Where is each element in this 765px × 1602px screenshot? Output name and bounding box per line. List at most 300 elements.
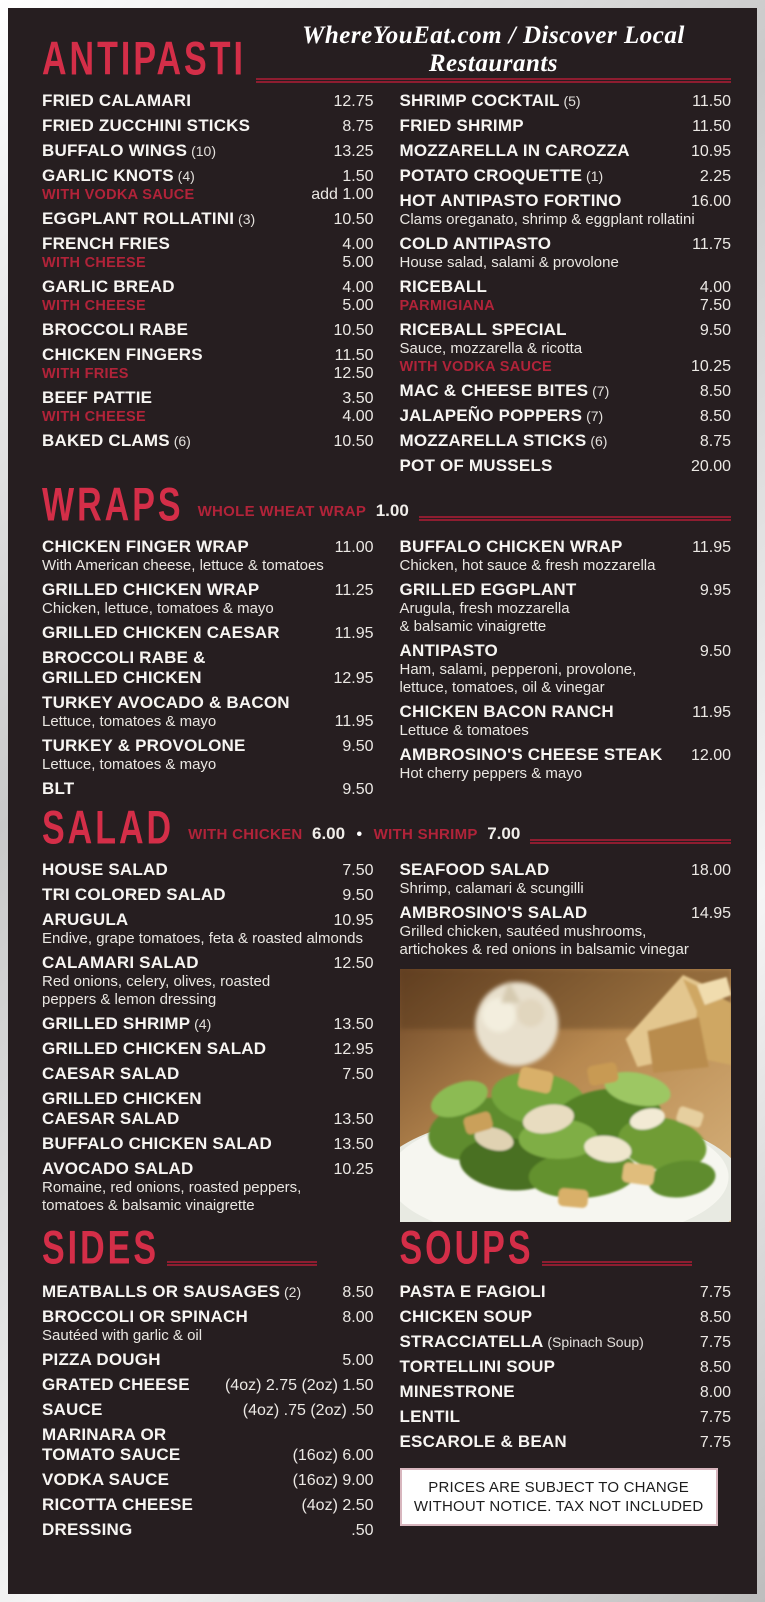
section-divider-line	[542, 1261, 692, 1266]
item-qty: (4)	[190, 1016, 212, 1032]
soups-header	[399, 1221, 732, 1275]
item-name: AVOCADO SALAD	[42, 1159, 194, 1178]
item-price: 11.50	[334, 347, 374, 364]
item-price: 8.00	[699, 1384, 731, 1401]
item-name: GARLIC KNOTS (4)	[42, 166, 195, 185]
item-name: VODKA SAUCE	[42, 1470, 170, 1489]
menu-item-row	[400, 340, 732, 358]
menu-item-row	[42, 1307, 374, 1327]
item-price: 12.50	[333, 365, 374, 382]
item-price: 9.50	[699, 322, 731, 339]
menu-item-row	[42, 166, 374, 186]
item-name: AMBROSINO'S CHEESE STEAK	[399, 745, 663, 764]
item-price: 4.00	[699, 279, 731, 296]
menu-item	[42, 1039, 374, 1059]
menu-item	[42, 1089, 374, 1129]
menu-item-row	[42, 860, 374, 880]
menu-item-row	[42, 1134, 374, 1154]
item-price: 8.00	[342, 1309, 374, 1326]
item-qty: (5)	[559, 93, 581, 109]
caesar-salad-photo	[400, 969, 732, 1222]
menu-item-row	[400, 679, 732, 697]
item-name: TORTELLINI SOUP	[399, 1357, 556, 1376]
item-name: MEATBALLS OR SAUSAGES (2)	[42, 1282, 302, 1301]
item-price: 5.00	[342, 1352, 374, 1369]
menu-item	[400, 191, 732, 229]
item-price: 11.00	[334, 539, 374, 556]
price-notice	[400, 1468, 718, 1526]
section-divider-line	[256, 78, 731, 83]
item-name: TURKEY & PROVOLONE	[42, 736, 246, 755]
section-divider-line	[530, 839, 731, 844]
item-description: peppers & lemon dressing	[42, 991, 217, 1008]
menu-item-row	[42, 991, 374, 1009]
item-name: RICEBALL SPECIAL	[399, 320, 567, 339]
menu-item	[400, 903, 732, 959]
item-price: 7.75	[699, 1409, 731, 1426]
item-price: 7.50	[342, 1066, 374, 1083]
menu-item-row	[42, 1179, 374, 1197]
menu-item-row	[400, 702, 732, 722]
wraps-header	[42, 478, 731, 532]
item-price: 10.50	[333, 322, 374, 339]
item-name: DRESSING	[42, 1520, 133, 1539]
item-name: PIZZA DOUGH	[42, 1350, 161, 1369]
item-description: Clams oreganato, shrimp & eggplant rollatini	[399, 211, 695, 228]
item-name: ESCAROLE & BEAN	[399, 1432, 567, 1451]
section-salad	[42, 801, 731, 1222]
item-name: FRIED CALAMARI	[42, 91, 192, 110]
menu-item-row	[400, 618, 732, 636]
item-name: HOT ANTIPASTO FORTINO	[399, 191, 622, 210]
item-name: HOUSE SALAD	[42, 860, 168, 879]
item-name: SAUCE	[42, 1400, 103, 1419]
item-price: 16.00	[690, 193, 731, 210]
item-price: 14.95	[690, 905, 731, 922]
menu-item	[400, 702, 732, 740]
menu-item	[400, 141, 732, 161]
item-price: 7.75	[699, 1434, 731, 1451]
item-description: Chicken, hot sauce & fresh mozzarella	[399, 557, 656, 574]
menu-item-row	[42, 1159, 374, 1179]
item-description: Arugula, fresh mozzarella	[399, 600, 570, 617]
section-title-wraps: WRAPS	[42, 478, 184, 532]
menu-item-row	[400, 277, 732, 297]
menu-item	[42, 580, 374, 618]
menu-item-row	[42, 116, 374, 136]
item-price: 4.00	[342, 408, 374, 425]
menu-item	[42, 1425, 374, 1465]
item-price: 11.50	[692, 118, 731, 135]
menu-item-row	[400, 381, 732, 401]
item-price: 12.00	[690, 747, 731, 764]
menu-item	[400, 456, 732, 476]
item-name: BUFFALO CHICKEN SALAD	[42, 1134, 272, 1153]
item-price: 3.50	[342, 390, 374, 407]
menu-item-row	[42, 693, 374, 713]
item-qty: (2)	[280, 1284, 302, 1300]
item-variant: PARMIGIANA	[399, 298, 495, 314]
menu-item	[400, 91, 732, 111]
menu-item-row	[400, 141, 732, 161]
menu-item	[42, 1470, 374, 1490]
item-price: 8.50	[342, 1284, 374, 1301]
item-name: LENTIL	[399, 1407, 461, 1426]
item-description: Hot cherry peppers & mayo	[399, 765, 583, 782]
item-price: 8.50	[699, 383, 731, 400]
item-description: Red onions, celery, olives, roasted	[42, 973, 271, 990]
menu-item-row	[42, 1282, 374, 1302]
item-name: BROCCOLI RABE &	[42, 648, 206, 667]
section-title-antipasti: ANTIPASTI	[42, 32, 246, 86]
section-wraps	[42, 478, 731, 804]
menu-item-row	[42, 953, 374, 973]
menu-item	[42, 388, 374, 426]
item-name: TOMATO SAUCE	[42, 1445, 181, 1464]
item-name: PASTA E FAGIOLI	[399, 1282, 546, 1301]
item-price: 9.50	[342, 781, 374, 798]
item-qty: (6)	[169, 433, 191, 449]
menu-item-row	[42, 600, 374, 618]
menu-item-row	[42, 254, 374, 272]
menu-item-row	[42, 1470, 374, 1490]
item-name: COLD ANTIPASTO	[399, 234, 552, 253]
menu-item-row	[42, 297, 374, 315]
menu-item	[42, 779, 374, 799]
menu-item	[42, 91, 374, 111]
item-price: (4oz) 2.75 (2oz) 1.50	[224, 1377, 374, 1394]
item-name: ANTIPASTO	[399, 641, 498, 660]
menu-item-row	[42, 1425, 374, 1445]
menu-item	[400, 745, 732, 783]
menu-item-row	[42, 234, 374, 254]
header-right	[256, 22, 731, 83]
item-description: Lettuce & tomatoes	[399, 722, 529, 739]
notice-line-1: PRICES ARE SUBJECT TO CHANGE	[428, 1479, 689, 1496]
item-price: 5.00	[342, 297, 374, 314]
menu-item-row	[400, 1382, 732, 1402]
menu-item-row	[42, 186, 374, 204]
item-name: SEAFOOD SALAD	[399, 860, 550, 879]
menu-item	[400, 1432, 732, 1452]
item-description: With American cheese, lettuce & tomatoes	[42, 557, 324, 574]
item-name: BUFFALO CHICKEN WRAP	[399, 537, 623, 556]
menu-item	[400, 580, 732, 636]
item-price: 9.50	[342, 887, 374, 904]
item-name: STRACCIATELLA (Spinach Soup)	[399, 1332, 644, 1351]
menu-item	[42, 1350, 374, 1370]
item-price: 10.25	[690, 358, 731, 375]
item-price: 7.50	[699, 297, 731, 314]
item-name: MOZZARELLA IN CAROZZA	[399, 141, 630, 160]
item-price: 10.95	[690, 143, 731, 160]
menu-item-row	[400, 600, 732, 618]
menu-item-row	[42, 1014, 374, 1034]
menu-item-row	[42, 91, 374, 111]
item-price: 8.50	[699, 1359, 731, 1376]
menu-item	[400, 1407, 732, 1427]
item-qty: (10)	[187, 143, 216, 159]
item-price: 12.95	[333, 670, 374, 687]
item-description: Grilled chicken, sautéed mushrooms,	[399, 923, 647, 940]
item-price: 13.25	[333, 143, 374, 160]
menu-item	[42, 1375, 374, 1395]
menu-item-row	[42, 320, 374, 340]
item-price: 13.50	[333, 1136, 374, 1153]
item-name: MOZZARELLA STICKS (6)	[399, 431, 608, 450]
item-price: 11.25	[334, 582, 374, 599]
item-qty: (Spinach Soup)	[543, 1334, 644, 1350]
sides-header	[42, 1221, 374, 1275]
site-tagline: WhereYouEat.com / Discover Local Restaurants	[302, 22, 685, 77]
salad-header	[42, 801, 731, 855]
salad-column-right	[400, 860, 732, 1222]
menu-item	[42, 1064, 374, 1084]
menu-item-row	[42, 668, 374, 688]
menu-item-row	[400, 1357, 732, 1377]
item-qty: (7)	[588, 383, 610, 399]
antipasti-header	[42, 22, 731, 86]
item-price: 7.75	[699, 1334, 731, 1351]
menu-item	[400, 431, 732, 451]
menu-item-row	[400, 923, 732, 941]
menu-item	[42, 623, 374, 643]
item-qty: (7)	[582, 408, 604, 424]
menu-item-row	[400, 116, 732, 136]
item-name: FRENCH FRIES	[42, 234, 171, 253]
item-name: AMBROSINO'S SALAD	[399, 903, 588, 922]
item-name: CAESAR SALAD	[42, 1064, 180, 1083]
menu-item	[400, 381, 732, 401]
notice-line-2: WITHOUT NOTICE. TAX NOT INCLUDED	[413, 1498, 704, 1515]
item-price: 8.50	[699, 1309, 731, 1326]
menu-item-row	[42, 1109, 374, 1129]
menu-item-row	[400, 1332, 732, 1352]
menu-item-row	[42, 648, 374, 668]
item-price: 4.00	[342, 279, 374, 296]
menu-item-row	[42, 557, 374, 575]
menu-item-row	[400, 557, 732, 575]
menu-item-row	[400, 1432, 732, 1452]
item-name: RICOTTA CHEESE	[42, 1495, 194, 1514]
menu-item-row	[42, 388, 374, 408]
item-name: CHICKEN FINGERS	[42, 345, 203, 364]
salad-items-right	[400, 860, 732, 959]
item-name: BUFFALO WINGS (10)	[42, 141, 216, 160]
menu-item	[400, 1282, 732, 1302]
menu-item-row	[42, 408, 374, 426]
item-qty: (6)	[586, 433, 608, 449]
section-divider-line	[419, 516, 731, 521]
item-name: MARINARA OR	[42, 1425, 167, 1444]
antipasti-column-left	[42, 91, 374, 481]
menu-item	[400, 406, 732, 426]
salad-column-left	[42, 860, 374, 1222]
item-price: 11.95	[692, 704, 731, 721]
section-title-sides: SIDES	[42, 1221, 160, 1275]
menu-item	[400, 860, 732, 898]
item-price: 12.75	[333, 93, 374, 110]
item-price: 11.95	[334, 713, 374, 730]
menu-item-row	[42, 345, 374, 365]
menu-item-row	[400, 580, 732, 600]
menu-item-row	[42, 713, 374, 731]
item-price: (16oz) 6.00	[292, 1447, 374, 1464]
item-price: 8.75	[699, 433, 731, 450]
item-price: 7.75	[699, 1284, 731, 1301]
menu-item-row	[42, 1520, 374, 1540]
menu-item	[42, 116, 374, 136]
item-description: Lettuce, tomatoes & mayo	[42, 713, 217, 730]
menu-item-row	[400, 406, 732, 426]
menu-item-row	[42, 1197, 374, 1215]
menu-item-row	[400, 234, 732, 254]
item-name: MINESTRONE	[399, 1382, 515, 1401]
menu-item-row	[42, 623, 374, 643]
item-name: CHICKEN FINGER WRAP	[42, 537, 249, 556]
section-divider-line	[167, 1261, 317, 1266]
menu-item-row	[400, 641, 732, 661]
item-variant: WITH CHEESE	[42, 255, 146, 271]
soups-column	[400, 1282, 732, 1452]
item-variant: WITH VODKA SAUCE	[42, 187, 195, 203]
item-price: 5.00	[342, 254, 374, 271]
item-name: GRILLED CHICKEN CAESAR	[42, 623, 280, 642]
item-price: 11.95	[692, 539, 731, 556]
wraps-columns	[42, 537, 731, 804]
item-name: GRILLED SHRIMP (4)	[42, 1014, 212, 1033]
menu-item	[42, 141, 374, 161]
menu-item-row	[400, 320, 732, 340]
menu-item-row	[400, 91, 732, 111]
menu-item-row	[42, 1327, 374, 1345]
item-price: 20.00	[690, 458, 731, 475]
item-variant: WITH CHEESE	[42, 409, 146, 425]
menu-item-row	[400, 456, 732, 476]
section-title-salad: SALAD	[42, 801, 175, 855]
item-name: GRILLED CHICKEN	[42, 668, 202, 687]
salad-option-price: 6.00	[312, 824, 346, 843]
menu-item-row	[400, 537, 732, 557]
section-antipasti	[42, 22, 731, 481]
menu-item-row	[400, 297, 732, 315]
wraps-column-right	[400, 537, 732, 804]
item-qty: (1)	[582, 168, 604, 184]
item-price: 4.00	[342, 236, 374, 253]
menu-item-row	[400, 254, 732, 272]
item-description: artichokes & red onions in balsamic vinegar	[399, 941, 689, 958]
menu-item-row	[42, 736, 374, 756]
menu-item	[400, 1357, 732, 1377]
menu-item-row	[400, 166, 732, 186]
item-name: CALAMARI SALAD	[42, 953, 199, 972]
menu-item	[42, 860, 374, 880]
menu-item	[42, 209, 374, 229]
item-price: 11.95	[334, 625, 374, 642]
item-name: FRIED ZUCCHINI STICKS	[42, 116, 251, 135]
wraps-column-left	[42, 537, 374, 804]
item-description: Endive, grape tomatoes, feta & roasted almonds	[42, 930, 364, 947]
antipasti-columns	[42, 91, 731, 481]
item-price: 9.50	[699, 643, 731, 660]
wraps-tagline	[198, 501, 409, 521]
menu-item	[400, 116, 732, 136]
menu-item-row	[42, 1089, 374, 1109]
menu-item-row	[400, 722, 732, 740]
menu-item	[42, 885, 374, 905]
bullet-separator: •	[356, 826, 363, 843]
menu-item-row	[42, 1064, 374, 1084]
salad-option-price: 7.00	[487, 824, 521, 843]
item-description: Romaine, red onions, roasted peppers,	[42, 1179, 302, 1196]
item-variant: WITH VODKA SAUCE	[399, 359, 552, 375]
menu-item	[42, 1282, 374, 1302]
item-price: 1.50	[342, 168, 374, 185]
item-name: CHICKEN BACON RANCH	[399, 702, 614, 721]
item-description: Sauce, mozzarella & ricotta	[399, 340, 583, 357]
item-price: add 1.00	[311, 186, 374, 203]
item-name: TURKEY AVOCADO & BACON	[42, 693, 290, 712]
menu-item-row	[42, 910, 374, 930]
menu-item	[400, 537, 732, 575]
item-name: CHICKEN SOUP	[399, 1307, 533, 1326]
item-variant: WITH CHEESE	[42, 298, 146, 314]
menu-item	[400, 277, 732, 315]
item-price: 11.50	[692, 93, 731, 110]
menu-item-row	[400, 1407, 732, 1427]
item-price: 10.25	[333, 1161, 374, 1178]
menu-item	[42, 320, 374, 340]
item-price: 18.00	[690, 862, 731, 879]
menu-item-row	[42, 209, 374, 229]
restaurant-menu	[8, 8, 757, 1594]
item-name: GRATED CHEESE	[42, 1375, 190, 1394]
menu-item-row	[42, 930, 374, 948]
menu-item-row	[42, 277, 374, 297]
item-price: (4oz) .75 (2oz) .50	[242, 1402, 374, 1419]
menu-item-row	[400, 1282, 732, 1302]
menu-item	[400, 234, 732, 272]
sides-soups-row	[42, 1221, 731, 1545]
item-name: POT OF MUSSELS	[399, 456, 553, 475]
section-sides	[42, 1221, 374, 1545]
item-price: (16oz) 9.00	[292, 1472, 374, 1489]
menu-item-row	[400, 211, 732, 229]
salad-option-label: WITH SHRIMP	[373, 826, 478, 843]
item-name: GRILLED CHICKEN SALAD	[42, 1039, 267, 1058]
item-description: Chicken, lettuce, tomatoes & mayo	[42, 600, 274, 617]
item-name: POTATO CROQUETTE (1)	[399, 166, 604, 185]
menu-item	[42, 345, 374, 383]
menu-item-row	[400, 191, 732, 211]
section-soups	[399, 1221, 732, 1545]
item-name: BLT	[42, 779, 75, 798]
item-qty: (3)	[234, 211, 256, 227]
item-name: TRI COLORED SALAD	[42, 885, 226, 904]
menu-item-row	[400, 941, 732, 959]
item-name: BEEF PATTIE	[42, 388, 153, 407]
menu-item-row	[42, 1375, 374, 1395]
menu-item	[400, 641, 732, 697]
item-description: Shrimp, calamari & scungilli	[399, 880, 584, 897]
menu-item-row	[42, 537, 374, 557]
salad-columns	[42, 860, 731, 1222]
menu-item-row	[400, 661, 732, 679]
item-price: 7.50	[342, 862, 374, 879]
menu-item	[42, 648, 374, 688]
item-name: EGGPLANT ROLLATINI (3)	[42, 209, 256, 228]
item-description: Lettuce, tomatoes & mayo	[42, 756, 217, 773]
